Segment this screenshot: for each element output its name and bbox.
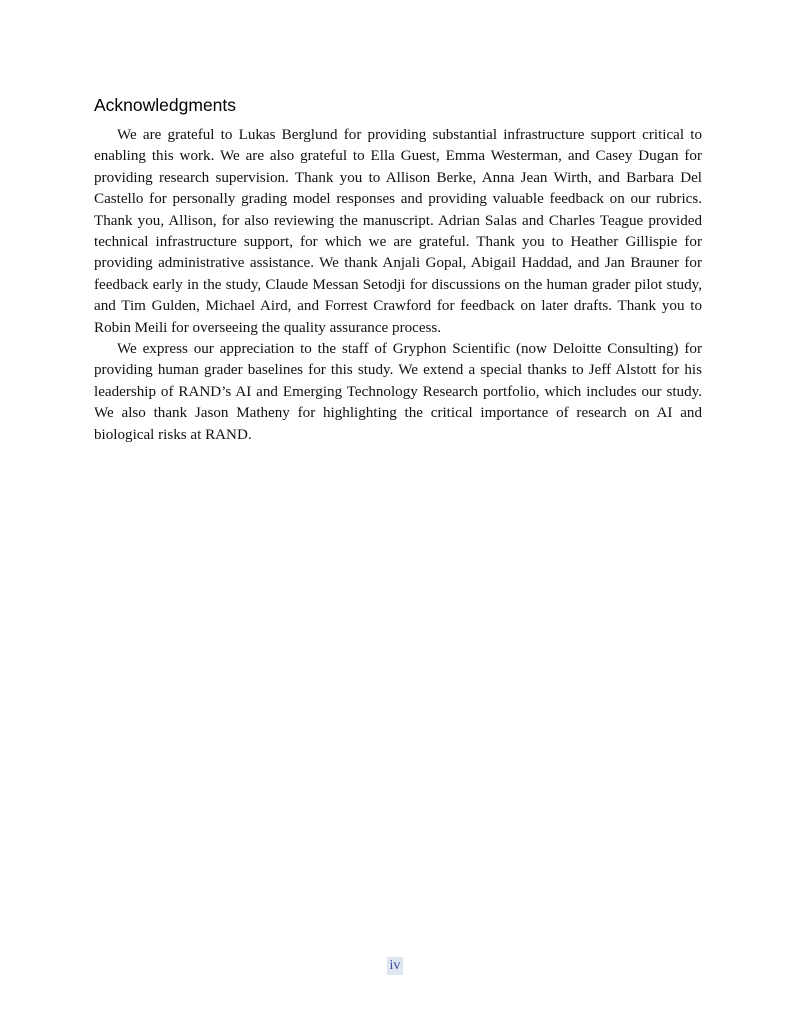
paragraph-1: We are grateful to Lukas Berglund for providing substantial infrastructure support critical to enabling this work. We are also grateful to Ella Guest, Emma Westerman, and Casey Dugan for providing research supervision. Thank you to Allison Berke, Anna Jean Wirth, and Barbara Del Castello for personally grading model responses and providing valuable feedback on our rubrics. Thank you, Allison, for also reviewing the manuscript. Adrian Salas and Charles Teague provided technical infrastructure support, for which we are grateful. Thank you to Heather Gillispie for providing administrative assistance. We thank Anjali Gopal, Abigail Haddad, and Jan Brauner for feedback early in the study, Claude Messan Setodji for discussions on the human grader pilot study, and Tim Gulden, Michael Aird, and Forrest Crawford for feedback on later drafts. Thank you to Robin Meili for overseeing the quality assurance process. — [94, 127, 702, 336]
section-heading: Acknowledgments — [94, 95, 237, 115]
body-text — [94, 125, 702, 446]
paragraph-2: We express our appreciation to the staff of Gryphon Scientific (now Deloitte Consulting) for providing human grader baselines for this study. We extend a special thanks to Jeff Alstott for his leadership of RAND’s AI and Emerging Technology Research portfolio, which includes our study. We also thank Jason Matheny for highlighting the critical importance of research on AI and biological risks at RAND. — [94, 341, 702, 443]
page-number: iv — [387, 957, 403, 975]
